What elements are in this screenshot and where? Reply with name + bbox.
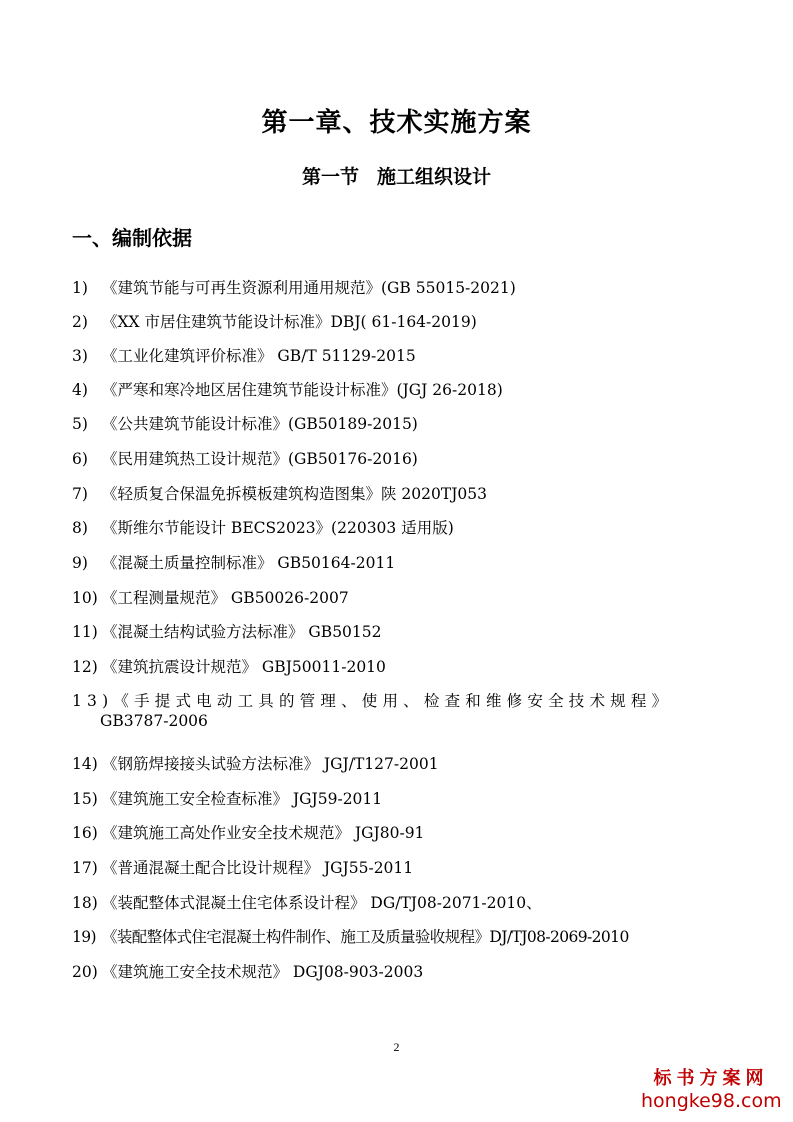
page-number: 2 xyxy=(393,1040,400,1054)
reference-item xyxy=(72,927,722,947)
reference-text: 《钢筋焊接接头试验方法标准》 JGJ/T127-2001 xyxy=(102,755,439,773)
section-number: 第一节 xyxy=(301,166,359,188)
reference-number: 20) xyxy=(72,963,98,981)
reference-item xyxy=(72,691,722,731)
reference-item xyxy=(72,962,722,982)
reference-text: 《公共建筑节能设计标准》(GB50189-2015) xyxy=(102,415,418,433)
reference-number: 17) xyxy=(72,859,98,877)
section-title xyxy=(0,162,793,189)
reference-item xyxy=(72,518,722,538)
reference-number: 11) xyxy=(72,623,98,641)
reference-text: 《普通混凝土配合比设计规程》 JGJ55-2011 xyxy=(102,859,414,877)
reference-number: 10) xyxy=(72,589,98,607)
reference-item xyxy=(72,657,722,677)
reference-number: 14) xyxy=(72,755,98,773)
reference-item xyxy=(72,278,722,298)
reference-number: 2) xyxy=(72,313,88,331)
reference-number: 16) xyxy=(72,824,98,842)
reference-item xyxy=(72,484,722,504)
reference-text: 《工业化建筑评价标准》 GB/T 51129-2015 xyxy=(102,347,416,365)
reference-item xyxy=(72,789,722,809)
reference-text: 《装配整体式住宅混凝土构件制作、施工及质量验收规程》DJ/TJ08-2069-2010 xyxy=(102,928,629,946)
reference-number: 13) xyxy=(72,692,114,710)
reference-item xyxy=(72,858,722,878)
reference-number: 9) xyxy=(72,554,88,572)
reference-text: 《建筑施工安全检查标准》 JGJ59-2011 xyxy=(102,790,383,808)
reference-text: 《混凝土质量控制标准》 GB50164-2011 xyxy=(102,554,396,572)
reference-number: 4) xyxy=(72,381,88,399)
reference-text: 《建筑施工高处作业安全技术规范》 JGJ80-91 xyxy=(102,824,425,842)
reference-number: 18) xyxy=(72,894,98,912)
reference-item xyxy=(72,346,722,366)
reference-text: 《建筑施工安全技术规范》 DGJ08-903-2003 xyxy=(102,963,424,981)
reference-number: 7) xyxy=(72,485,88,503)
reference-number: 1) xyxy=(72,279,88,297)
reference-item xyxy=(72,754,722,774)
sub-heading: 一、编制依据 xyxy=(72,226,192,250)
reference-text: 《建筑节能与可再生资源利用通用规范》(GB 55015-2021) xyxy=(102,279,516,297)
reference-text: 《XX 市居住建筑节能设计标准》DBJ( 61-164-2019) xyxy=(102,313,477,331)
reference-item xyxy=(72,588,722,608)
watermark-url: hongke98.com xyxy=(641,1090,782,1112)
reference-text: 《手提式电动工具的管理、使用、检查和维修安全技术规程》 xyxy=(113,692,673,710)
watermark-logo xyxy=(641,1068,781,1112)
watermark-name: 标书方案网 xyxy=(653,1068,769,1089)
reference-number: 6) xyxy=(72,450,88,468)
reference-item xyxy=(72,893,722,913)
reference-text: 《斯维尔节能设计 BECS2023》(220303 适用版) xyxy=(102,519,454,537)
reference-text: 《严寒和寒冷地区居住建筑节能设计标准》(JGJ 26-2018) xyxy=(102,381,503,399)
reference-text-continued: GB3787-2006 xyxy=(100,712,208,730)
reference-number: 12) xyxy=(72,658,98,676)
reference-number: 8) xyxy=(72,519,88,537)
reference-item xyxy=(72,823,722,843)
reference-text: 《混凝土结构试验方法标准》 GB50152 xyxy=(102,623,382,641)
reference-number: 19) xyxy=(72,928,96,946)
reference-item xyxy=(72,449,722,469)
section-name: 施工组织设计 xyxy=(377,166,492,188)
reference-item xyxy=(72,312,722,332)
reference-text: 《工程测量规范》 GB50026-2007 xyxy=(102,589,349,607)
reference-text: 《装配整体式混凝土住宅体系设计程》 DG/TJ08-2071-2010、 xyxy=(102,894,542,912)
reference-text: 《轻质复合保温免拆模板建筑构造图集》陕 2020TJ053 xyxy=(102,485,488,503)
reference-number: 15) xyxy=(72,790,98,808)
chapter-title: 第一章、技术实施方案 xyxy=(261,108,532,138)
reference-text: 《民用建筑热工设计规范》(GB50176-2016) xyxy=(102,450,418,468)
reference-number: 5) xyxy=(72,415,88,433)
reference-number: 3) xyxy=(72,347,88,365)
reference-text: 《建筑抗震设计规范》 GBJ50011-2010 xyxy=(102,658,386,676)
reference-item xyxy=(72,414,722,434)
reference-item xyxy=(72,553,722,573)
reference-item xyxy=(72,622,722,642)
reference-item xyxy=(72,380,722,400)
